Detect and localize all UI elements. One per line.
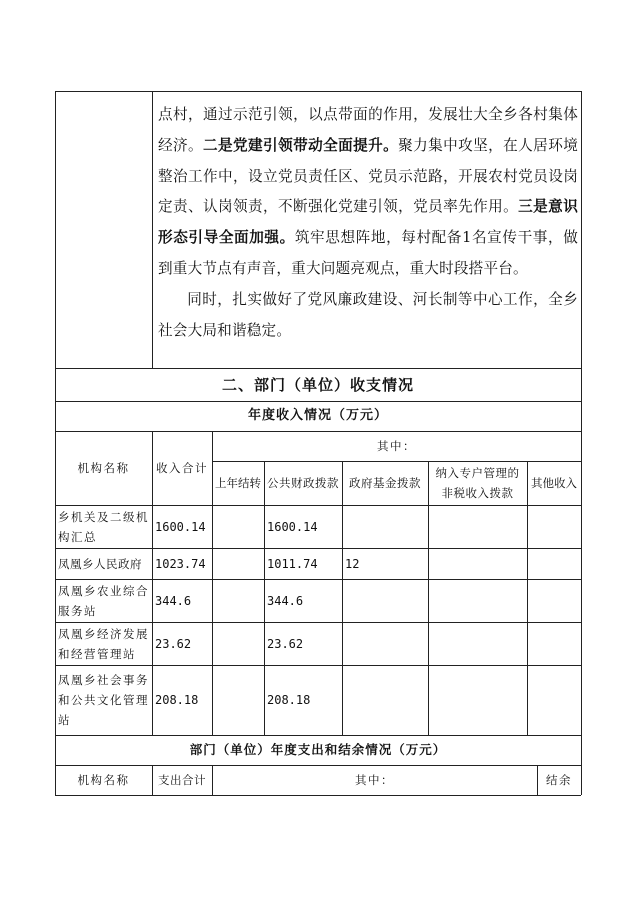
header-income-total: 收入合计 bbox=[156, 461, 208, 475]
table-border bbox=[55, 91, 581, 92]
section-title: 二、部门（单位）收支情况 bbox=[221, 375, 414, 394]
table-row-public: 208.18 bbox=[267, 693, 311, 707]
paragraph-text: 筑牢思想阵地，每村配备1名宣传干事，做到重大节点有声音，重大问题亮观点，重大时段搭平台。 bbox=[158, 229, 578, 277]
table-border bbox=[152, 91, 153, 368]
table-row-org: 凤凰乡农业综合服务站 bbox=[58, 583, 149, 618]
header-fund: 政府基金拨款 bbox=[349, 476, 421, 490]
table-row-public: 344.6 bbox=[267, 593, 304, 608]
table-row-public: 1011.74 bbox=[267, 556, 318, 571]
table-row-public: 23.62 bbox=[267, 636, 304, 651]
table-row-total: 344.6 bbox=[155, 593, 192, 608]
expense-header-org: 机构名称 bbox=[77, 773, 130, 787]
table-row-total: 208.18 bbox=[155, 693, 199, 707]
narrative-text bbox=[158, 100, 578, 346]
expense-header-balance: 结余 bbox=[546, 773, 572, 787]
table-row-org: 乡机关及二级机构汇总 bbox=[58, 509, 149, 544]
paragraph-text: 点村，通过示范引领，以点带面的作用，发展壮大全乡各村集体经济。 bbox=[158, 106, 578, 154]
header-org-name: 机构名称 bbox=[77, 461, 130, 475]
paragraph-heading: 三是意识形态引导全面加强。 bbox=[158, 198, 578, 247]
header-public-finance: 公共财政拨款 bbox=[267, 476, 339, 490]
table-row-total: 1023.74 bbox=[155, 556, 206, 571]
table-row-org: 凤凰乡人民政府 bbox=[58, 556, 142, 571]
header-carry-over: 上年结转 bbox=[215, 476, 261, 490]
table-row-org: 凤凰乡经济发展和经营管理站 bbox=[58, 626, 149, 661]
table-border bbox=[581, 91, 582, 795]
paragraph-heading: 二是党建引领带动全面提升。 bbox=[203, 136, 399, 154]
header-special-account: 纳入专户管理的非税收入拨款 bbox=[435, 466, 520, 500]
expense-table-title: 部门（单位）年度支出和结余情况（万元） bbox=[189, 742, 447, 757]
table-row-fund: 12 bbox=[345, 556, 360, 571]
table-row-org: 凤凰乡社会事务和公共文化管理站 bbox=[58, 673, 149, 727]
header-of-which: 其中： bbox=[377, 439, 416, 453]
expense-header-of-which: 其中： bbox=[355, 773, 394, 787]
income-table-title: 年度收入情况（万元） bbox=[247, 408, 388, 423]
header-other-income: 其他收入 bbox=[531, 476, 577, 490]
paragraph-1 bbox=[158, 100, 578, 285]
paragraph-text: 聚力集中攻坚，在人居环境整治工作中，设立党员责任区、党员示范路，开展农村党员设岗定责、认岗领责，不断强化党建引领，党员率先作用。 bbox=[158, 136, 578, 216]
table-row-total: 1600.14 bbox=[155, 519, 206, 534]
table-row-total: 23.62 bbox=[155, 636, 192, 651]
expense-header-total: 支出合计 bbox=[158, 773, 206, 787]
paragraph-2: 同时，扎实做好了党风廉政建设、河长制等中心工作，全乡社会大局和谐稳定。 bbox=[158, 290, 578, 339]
table-row-public: 1600.14 bbox=[267, 519, 318, 534]
table-border bbox=[55, 795, 581, 796]
